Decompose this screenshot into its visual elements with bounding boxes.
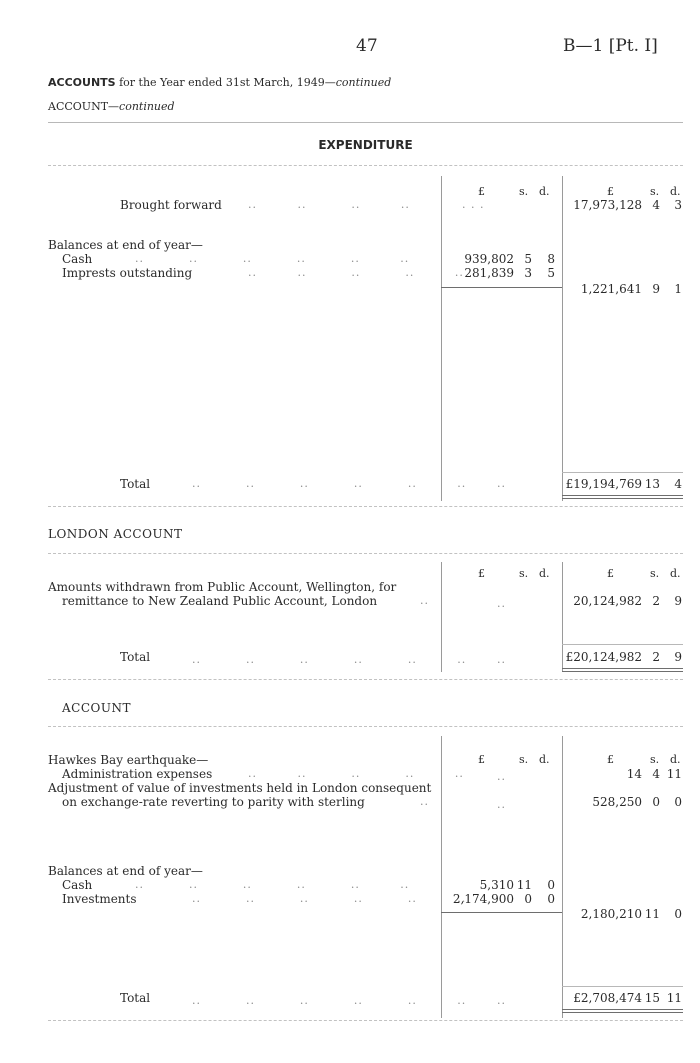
london-withdrawn-line2: remittance to New Zealand Public Account, London — [62, 594, 378, 608]
acc-investments-amount: 2,174,900 — [452, 892, 514, 906]
admin-expenses-label: Administration expenses — [62, 767, 213, 781]
exp-cash-s: 5 — [524, 252, 532, 266]
acc-col-s-inner: s. — [519, 753, 529, 766]
acc-col-pound-inner: £ — [478, 753, 485, 766]
acc-investments-d: 0 — [547, 892, 555, 906]
acc-balances-total-s: 11 — [644, 907, 660, 921]
acc-total-double-rule-2 — [562, 1012, 683, 1013]
london-withdrawn-d: 9 — [674, 594, 682, 608]
acc-cash-d: 0 — [547, 878, 555, 892]
acc-total-mid: .. — [497, 994, 506, 1007]
brought-forward-label: Brought forward — [120, 198, 222, 212]
exp-imprests-s: 3 — [524, 266, 532, 280]
header-rule — [48, 122, 683, 123]
lon-col-pound-outer: £ — [607, 567, 614, 580]
acc-total-amount: £2,708,474 — [573, 991, 642, 1005]
exp-total-rule-above — [562, 472, 683, 473]
adjustment-d: 0 — [674, 795, 682, 809]
brought-forward-d: 3 — [674, 198, 682, 212]
exp-imprests-d: 5 — [547, 266, 555, 280]
exp-col-pound-outer: £ — [607, 185, 614, 198]
exp-cash-label: Cash — [62, 252, 93, 266]
exp-balances-label: Balances at end of year— — [48, 238, 203, 252]
account-section-end-rule — [48, 1020, 683, 1021]
expenditure-divider-left — [441, 176, 442, 501]
exp-col-d-outer: d. — [670, 185, 681, 198]
acc-investments-s: 0 — [524, 892, 532, 906]
adjustment-line2: on exchange-rate reverting to parity with sterling — [62, 795, 365, 809]
account-divider-right — [562, 736, 563, 1018]
acc-total-label: Total — [120, 991, 151, 1005]
acc-col-d-outer: d. — [670, 753, 681, 766]
acc-total-double-rule-1 — [562, 1009, 683, 1010]
account-subtitle — [48, 100, 175, 114]
london-rule-top — [48, 553, 683, 554]
page-number: 47 — [356, 36, 378, 56]
lon-col-s-outer: s. — [650, 567, 660, 580]
exp-total-double-rule-1 — [562, 495, 683, 496]
leader-dots: .. .. .. .. .. .. — [192, 653, 467, 666]
account-rule-top — [48, 726, 683, 727]
exp-col-pound-inner: £ — [478, 185, 485, 198]
lon-col-d-outer: d. — [670, 567, 681, 580]
acc-subtotal-rule — [441, 912, 562, 913]
adjustment-mid: .. — [497, 798, 506, 811]
acc-col-s-outer: s. — [650, 753, 660, 766]
expenditure-heading: EXPENDITURE — [318, 138, 413, 152]
exp-col-s-inner: s. — [519, 185, 529, 198]
accounts-title — [48, 76, 391, 90]
exp-col-s-outer: s. — [650, 185, 660, 198]
london-withdrawn-amount: 20,124,982 — [573, 594, 642, 608]
expenditure-rule-top — [48, 165, 683, 166]
london-withdrawn-s: 2 — [652, 594, 660, 608]
leader-dots: .. .. .. .. .. — [248, 266, 464, 279]
london-heading: LONDON ACCOUNT — [48, 527, 183, 541]
leader-dots: .. .. .. .. .. .. — [135, 252, 410, 265]
exp-subtotal-rule — [441, 287, 562, 288]
adjustment-line1: Adjustment of value of investments held in London consequent — [48, 781, 432, 795]
admin-expenses-mid: .. — [497, 770, 506, 783]
acc-total-s: 15 — [644, 991, 660, 1005]
london-total-rule-above — [562, 644, 683, 645]
admin-expenses-amount: 14 — [626, 767, 642, 781]
exp-total-label: Total — [120, 477, 151, 491]
admin-expenses-s: 4 — [652, 767, 660, 781]
london-withdrawn-mid: .. — [497, 597, 506, 610]
account-subtitle-text: ACCOUNT— — [48, 100, 120, 113]
exp-total-s: 13 — [644, 477, 660, 491]
acc-col-d-inner: d. — [539, 753, 550, 766]
account-subtitle-italic: continued — [119, 100, 175, 113]
brought-forward-mid: . . . — [462, 198, 485, 211]
adjustment-amount: 528,250 — [592, 795, 642, 809]
exp-col-d-inner: d. — [539, 185, 550, 198]
acc-total-d: 11 — [666, 991, 682, 1005]
acc-cash-s: 11 — [516, 878, 532, 892]
london-total-label: Total — [120, 650, 151, 664]
adjustment-s: 0 — [652, 795, 660, 809]
acc-investments-label: Investments — [62, 892, 137, 906]
exp-total-mid: .. — [497, 477, 506, 490]
exp-section-end-rule — [48, 506, 683, 507]
leader-dots: .. .. .. .. .. .. — [192, 892, 467, 905]
lon-col-pound-inner: £ — [478, 567, 485, 580]
leader-dots: .. — [420, 795, 429, 808]
leader-dots: .. .. .. .. .. .. — [135, 878, 410, 891]
exp-cash-d: 8 — [547, 252, 555, 266]
london-total-d: 9 — [674, 650, 682, 664]
acc-total-rule-above — [562, 986, 683, 987]
acc-col-pound-outer: £ — [607, 753, 614, 766]
london-withdrawn-line1: Amounts withdrawn from Public Account, Wellington, for — [48, 580, 397, 594]
exp-balances-total-s: 9 — [652, 282, 660, 296]
london-total-double-rule-2 — [562, 671, 683, 672]
london-total-amount: £20,124,982 — [565, 650, 642, 664]
exp-cash-amount: 939,802 — [464, 252, 514, 266]
document-reference: B—1 [Pt. I] — [563, 36, 658, 56]
brought-forward-amount: 17,973,128 — [573, 198, 642, 212]
acc-balances-label: Balances at end of year— — [48, 864, 203, 878]
admin-expenses-d: 11 — [666, 767, 682, 781]
london-total-mid: .. — [497, 653, 506, 666]
hawkes-bay-label: Hawkes Bay earthquake— — [48, 753, 209, 767]
exp-balances-total-d: 1 — [674, 282, 682, 296]
leader-dots: .. — [420, 594, 429, 607]
accounts-title-bold: ACCOUNTS — [48, 76, 116, 89]
exp-total-amount: £19,194,769 — [565, 477, 642, 491]
lon-col-d-inner: d. — [539, 567, 550, 580]
exp-total-double-rule-2 — [562, 498, 683, 499]
exp-imprests-amount: 281,839 — [464, 266, 514, 280]
account-heading: ACCOUNT — [62, 701, 131, 715]
acc-cash-amount: 5,310 — [479, 878, 514, 892]
accounts-title-italic: continued — [335, 76, 392, 89]
leader-dots: .. .. .. .. — [248, 198, 410, 211]
expenditure-divider-right — [562, 176, 563, 501]
london-total-double-rule-1 — [562, 668, 683, 669]
acc-balances-total-amount: 2,180,210 — [580, 907, 642, 921]
leader-dots: .. .. .. .. .. .. — [192, 477, 467, 490]
leader-dots: .. .. .. .. .. — [248, 767, 464, 780]
accounts-title-text: for the Year ended 31st March, 1949— — [119, 76, 336, 89]
brought-forward-s: 4 — [652, 198, 660, 212]
london-total-s: 2 — [652, 650, 660, 664]
leader-dots: .. .. .. .. .. .. — [192, 994, 467, 1007]
exp-imprests-label: Imprests outstanding — [62, 266, 193, 280]
acc-balances-total-d: 0 — [674, 907, 682, 921]
exp-balances-total-amount: 1,221,641 — [580, 282, 642, 296]
acc-cash-label: Cash — [62, 878, 93, 892]
lon-col-s-inner: s. — [519, 567, 529, 580]
london-section-end-rule — [48, 679, 683, 680]
exp-total-d: 4 — [674, 477, 682, 491]
